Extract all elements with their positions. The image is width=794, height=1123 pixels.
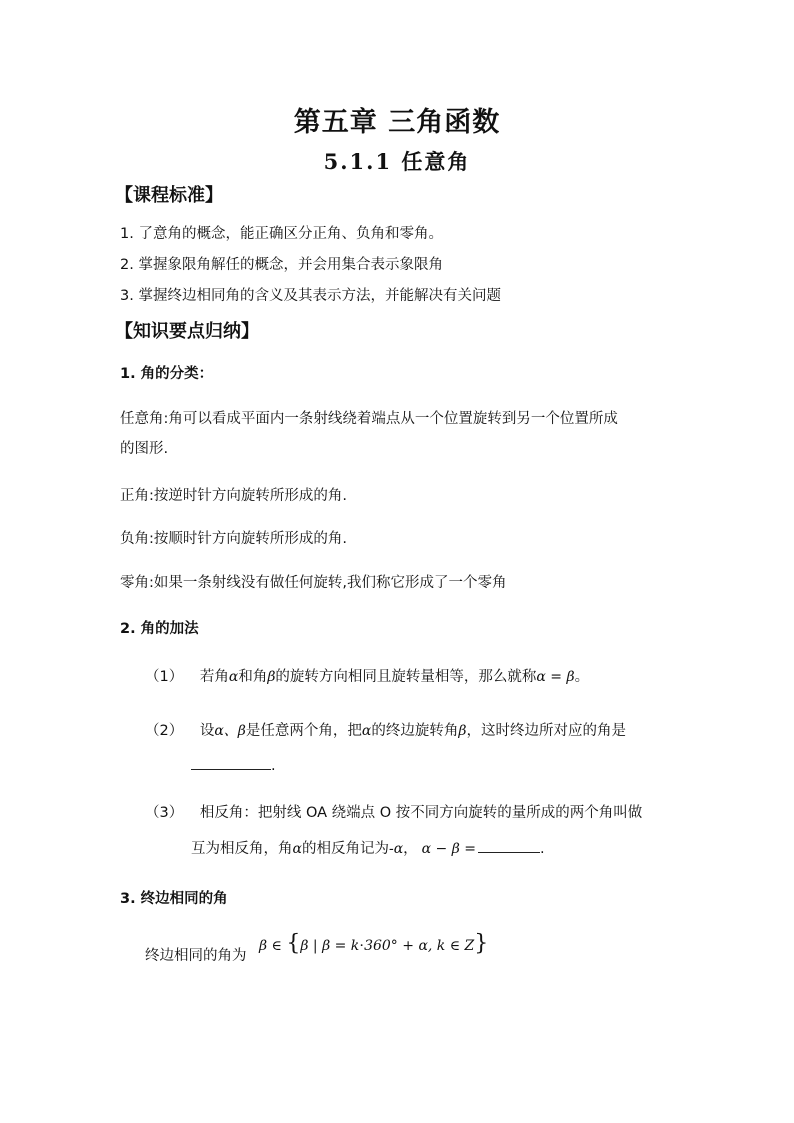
close-brace-glyph: } xyxy=(474,931,489,956)
answer-blank[interactable] xyxy=(478,851,540,853)
text: . xyxy=(271,758,276,774)
item-number: （3） xyxy=(145,805,184,821)
addition-item-3-line1 xyxy=(145,801,642,822)
text: 互为相反角，角 xyxy=(191,841,293,857)
math-equation: α = β xyxy=(536,669,575,685)
text: 的相反角记为 xyxy=(301,841,389,857)
standard-item-3: 3. 掌握终边相同角的含义及其表示方法，并能解决有关问题 xyxy=(120,288,501,304)
addition-item-2 xyxy=(145,719,626,740)
text: 相反角：把射线 OA 绕端点 O 按不同方向旋转的量所成的两个角叫做 xyxy=(199,805,643,821)
math-beta: β xyxy=(267,669,276,685)
coterminal-formula xyxy=(259,931,488,956)
text: . xyxy=(540,841,545,857)
item-number: （2） xyxy=(145,723,184,739)
formula-body: β | β = k⋅360° + α, k ∈ Z xyxy=(300,938,475,954)
addition-item-1 xyxy=(145,665,589,686)
section-heading-knowledge: 【知识要点归纳】 xyxy=(115,321,259,342)
text: 若角 xyxy=(199,669,229,685)
item-number: （1） xyxy=(145,669,184,685)
text: 和角 xyxy=(238,669,268,685)
answer-blank[interactable] xyxy=(191,768,271,770)
text: 设 xyxy=(199,723,215,739)
math-alpha-beta: α、β xyxy=(214,723,246,739)
standard-item-1: 1. 了意角的概念，能正确区分正角、负角和零角。 xyxy=(120,226,443,242)
coterminal-text: 终边相同的角为 xyxy=(145,948,247,964)
part2-heading: 2. 角的加法 xyxy=(120,621,199,637)
formula-lead: β ∈ xyxy=(259,938,282,954)
part3-heading: 3. 终边相同的角 xyxy=(120,891,228,907)
math-alpha: α xyxy=(228,669,239,685)
math-alpha: α xyxy=(292,841,302,857)
standard-item-2: 2. 掌握象限角解任的概念，并会用集合表示象限角 xyxy=(120,257,443,273)
definition-negative: 负角:按顺时针方向旋转所形成的角. xyxy=(120,531,347,547)
math-beta: β xyxy=(458,723,467,739)
definition-positive: 正角:按逆时针方向旋转所形成的角. xyxy=(120,488,347,504)
definition-arbitrary-line1: 任意角:角可以看成平面内一条射线绕着端点从一个位置旋转到另一个位置所成 xyxy=(120,411,618,427)
part1-heading: 1. 角的分类： xyxy=(120,366,214,382)
text: 是任意两个角，把 xyxy=(245,723,362,739)
math-neg-alpha: -α xyxy=(388,841,404,857)
addition-item-3-line2 xyxy=(191,837,545,858)
open-brace-glyph: { xyxy=(286,931,301,956)
page-subtitle: 5.1.1 任意角 xyxy=(323,149,471,174)
math-alpha: α xyxy=(361,723,372,739)
definition-zero: 零角:如果一条射线没有做任何旋转,我们称它形成了一个零角 xyxy=(120,575,507,591)
definition-arbitrary-line2: 的图形. xyxy=(120,441,169,457)
addition-item-2-answer xyxy=(191,758,276,774)
math-difference: α − β = xyxy=(421,841,477,857)
text: 。 xyxy=(574,669,590,685)
text: 的旋转方向相同且旋转量相等，那么就称 xyxy=(275,669,537,685)
text: ，这时终边所对应的角是 xyxy=(466,723,626,739)
section-heading-standards: 【课程标准】 xyxy=(115,185,223,206)
page-title: 第五章 三角函数 xyxy=(293,107,501,138)
text: 的终边旋转角 xyxy=(371,723,459,739)
text: ， xyxy=(403,841,418,857)
